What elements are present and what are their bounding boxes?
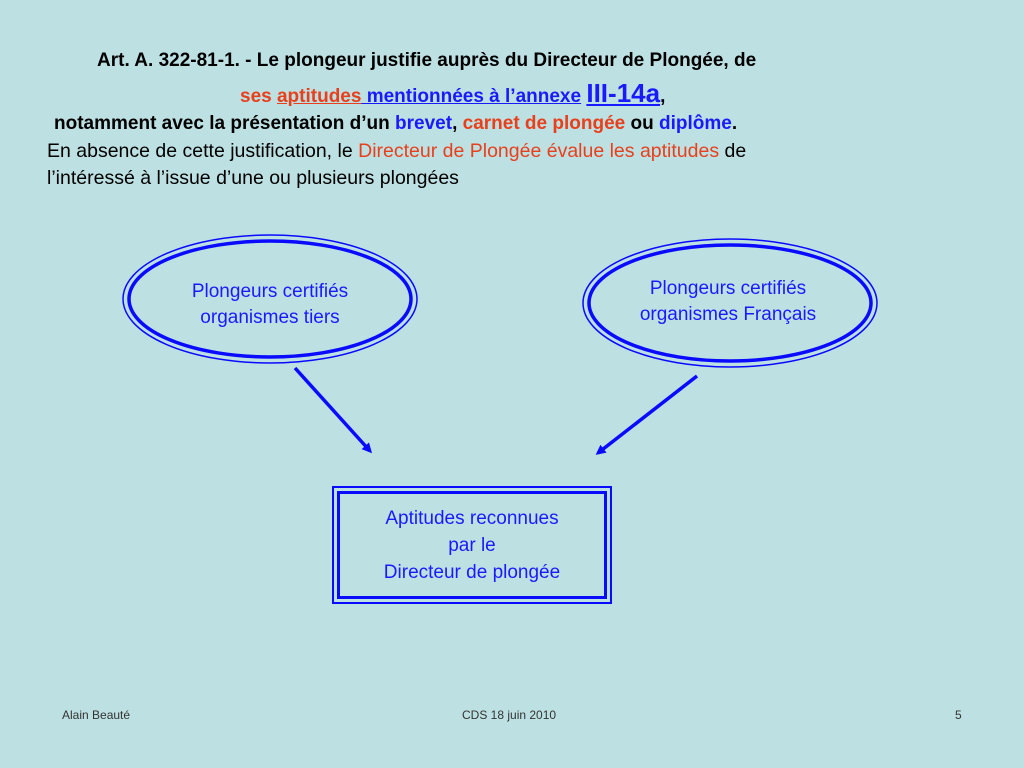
right-node-line-2: organismes Français <box>639 304 817 325</box>
annexe-link[interactable]: III-14a <box>586 78 661 108</box>
result-node-box <box>332 486 612 604</box>
result-node-line-2: par le <box>448 534 496 556</box>
text-mentionnees: mentionnées à l’annexe <box>361 86 582 107</box>
result-node-inner <box>337 491 607 599</box>
text-diplome: diplôme <box>659 113 732 134</box>
text-period: . <box>731 113 738 134</box>
text-sep: , <box>452 113 458 134</box>
text-ou: ou <box>630 113 654 134</box>
right-node-label <box>598 276 858 328</box>
article-line-1: Art. A. 322-81-1. - Le plongeur justifie auprès du Directeur de Plongée, de <box>97 50 757 71</box>
text-carnet: carnet de plongée <box>462 113 626 134</box>
footer-author: Alain Beauté <box>62 708 131 722</box>
text-ses: ses <box>240 86 272 107</box>
text-aptitudes: aptitudes <box>276 86 362 107</box>
arrow-left-to-result <box>295 368 370 451</box>
footer-page-number: 5 <box>955 708 962 722</box>
left-node-label <box>140 279 400 331</box>
article-line-5: l’intéressé à l’issue d’une ou plusieurs plongées <box>47 167 459 189</box>
result-node-line-1: Aptitudes reconnues <box>385 507 559 529</box>
text-directeur-evalue: Directeur de Plongée évalue les aptitudes <box>358 140 720 162</box>
left-node-line-1: Plongeurs certifiés <box>191 281 349 302</box>
right-node-line-1: Plongeurs certifiés <box>649 278 807 299</box>
text-de: de <box>724 140 747 162</box>
footer-event: CDS 18 juin 2010 <box>462 708 557 722</box>
text-brevet: brevet <box>395 113 453 134</box>
text-absence: En absence de cette justification, le <box>47 140 353 162</box>
text-notamment: notamment avec la présentation d’un <box>54 113 390 134</box>
left-node-line-2: organismes tiers <box>200 307 340 328</box>
text-comma: , <box>660 86 666 107</box>
arrow-right-to-result <box>598 376 697 453</box>
result-node-line-3: Directeur de plongée <box>383 561 561 583</box>
